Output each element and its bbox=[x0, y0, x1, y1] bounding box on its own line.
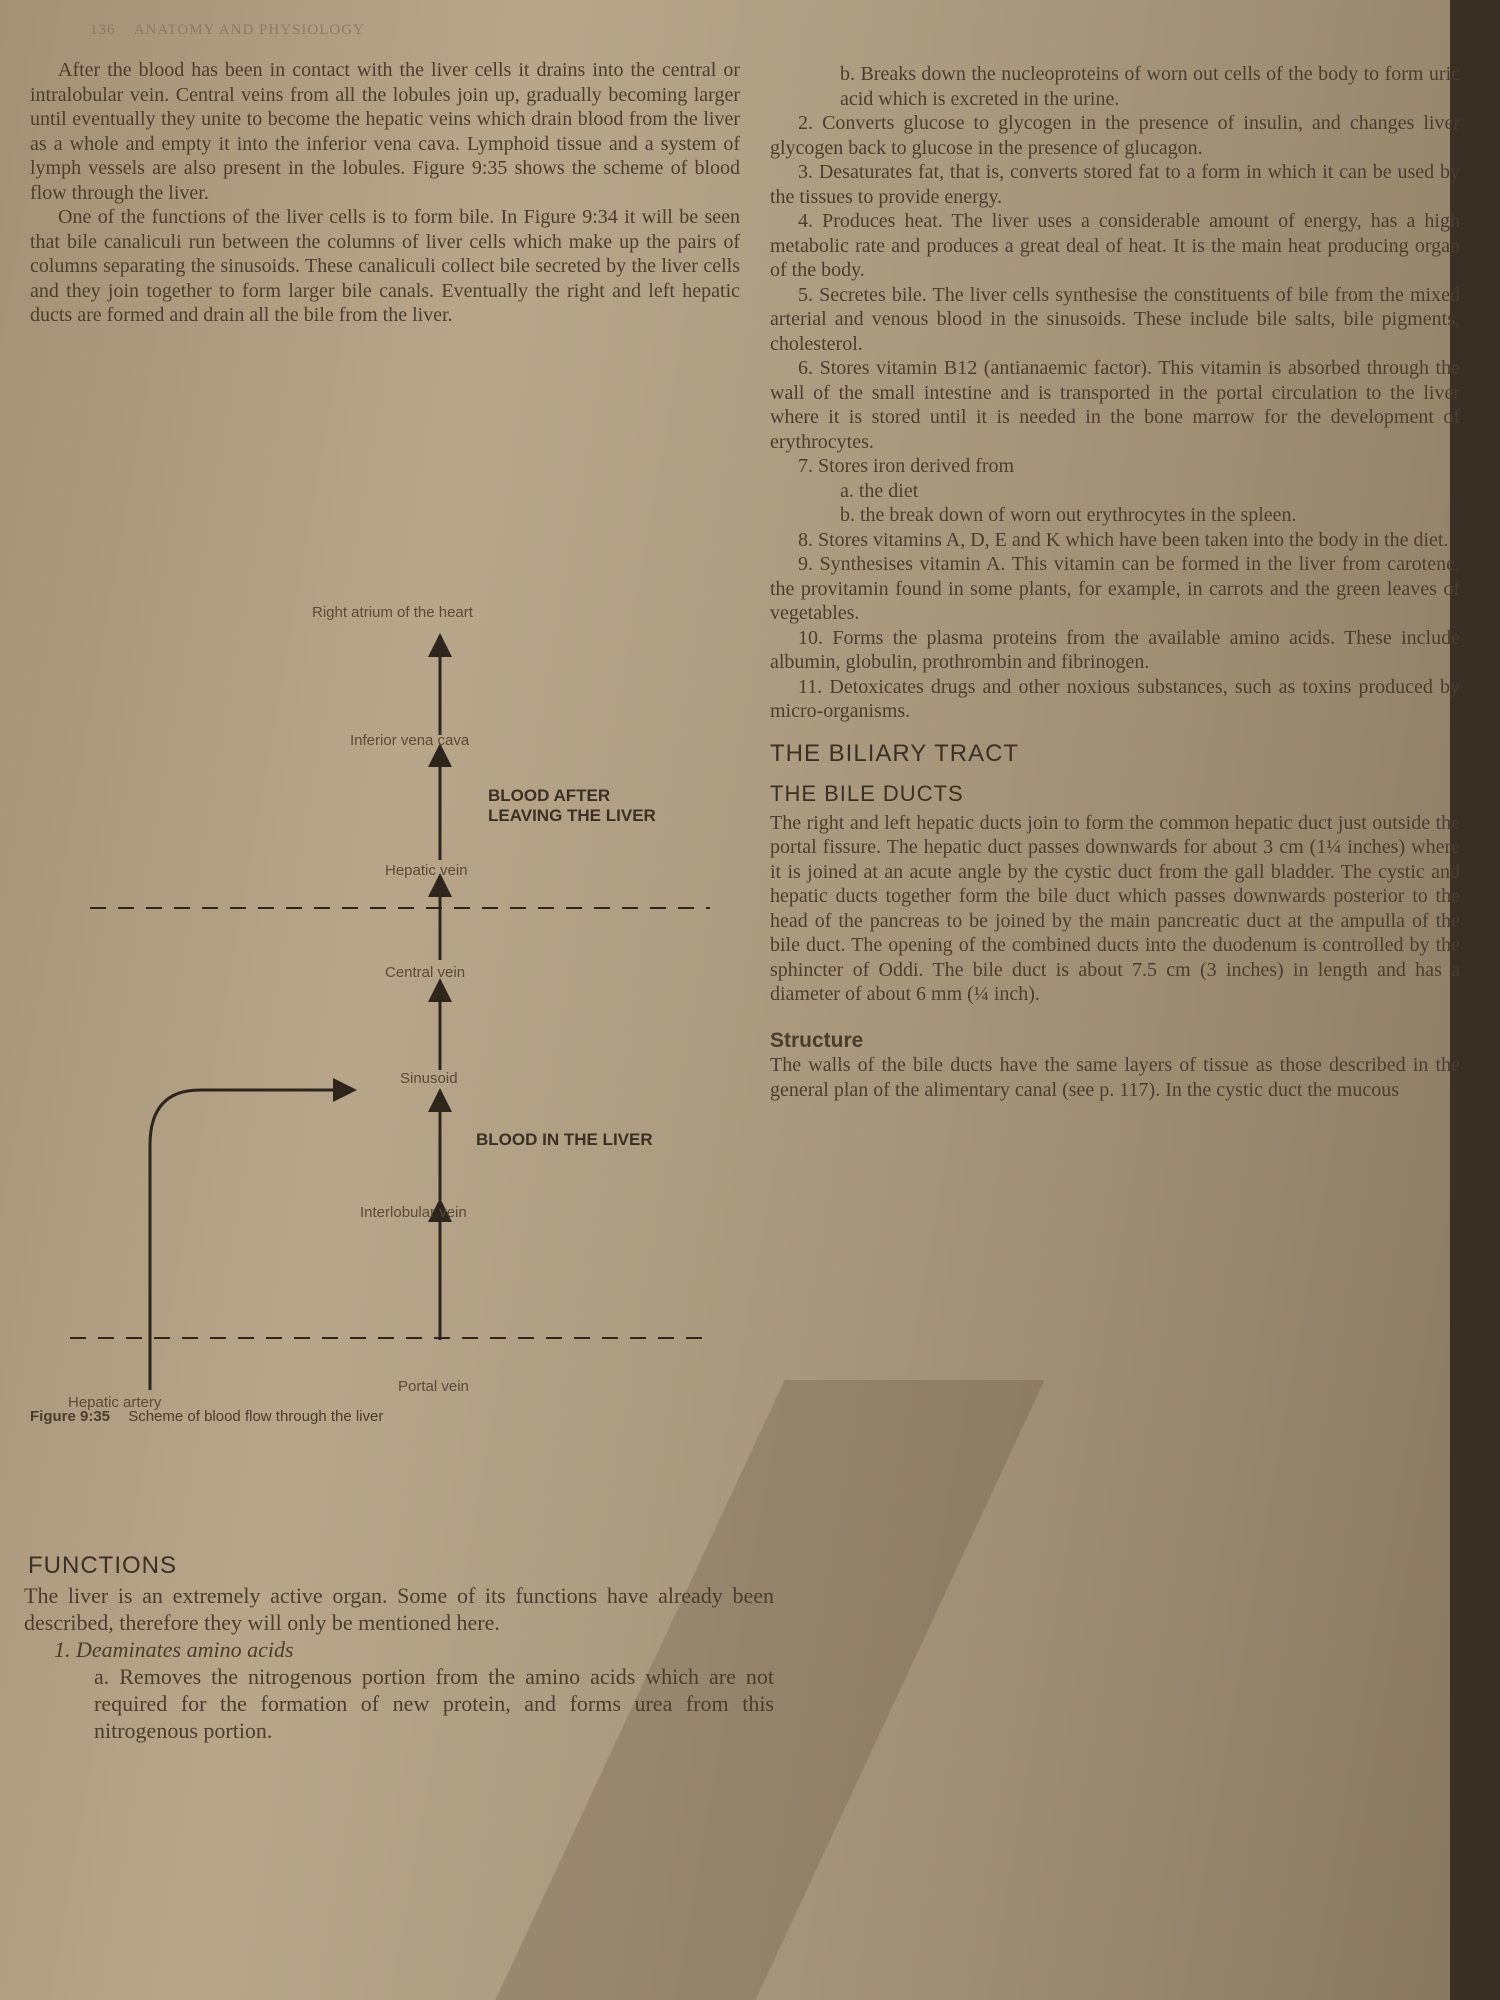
running-header bbox=[90, 22, 365, 39]
caption-number: Figure 9:35 bbox=[30, 1408, 111, 1425]
structure-title: Structure bbox=[770, 1028, 864, 1052]
figure-caption bbox=[30, 1408, 383, 1425]
heading-blood-in-liver: BLOOD IN THE LIVER bbox=[476, 1130, 653, 1149]
arrow-hepatic-artery bbox=[150, 1090, 345, 1390]
function-item-1: 1. Deaminates amino acids bbox=[54, 1637, 294, 1662]
function-item-10: 10. Forms the plasma proteins from the available amino acids. These include albumin, globulin, prothrombin and fibrinogen. bbox=[770, 626, 1460, 673]
intro-paragraph-1: After the blood has been in contact with the liver cells it drains into the central or intralobular vein. Central veins from all the lobules join up, gradually becoming larger until eventually they unite to become the hepatic veins which drain blood from the liver as a whole and empty it into the inferior vena cava. Lymphoid tissue and a system of lymph vessels are also present in the lobules. Figure 9:35 shows the scheme of blood flow through the liver. bbox=[30, 59, 740, 204]
functions-title: FUNCTIONS bbox=[28, 1552, 177, 1579]
label-hepatic-vein: Hepatic vein bbox=[385, 862, 468, 879]
intro-paragraph-2: One of the functions of the liver cells is to form bile. In Figure 9:34 it will be seen that bile canaliculi run between the columns of liver cells which make up the pairs of columns separating the sinusoids. These canaliculi collect bile secreted by the liver cells and they join together to form larger bile canals. Eventually the right and left hepatic ducts are formed and drain all the bile from the liver. bbox=[30, 206, 740, 326]
functions-body bbox=[24, 1582, 774, 1744]
function-item-1a: a. Removes the nitrogenous portion from the amino acids which are not required for the formation of new protein, and forms urea from this nitrogenous portion. bbox=[94, 1664, 774, 1743]
bile-ducts-subtitle: THE BILE DUCTS bbox=[770, 781, 964, 806]
label-sinusoid: Sinusoid bbox=[400, 1070, 458, 1087]
function-item-9: 9. Synthesises vitamin A. This vitamin can be formed in the liver from carotene, the provitamin found in some plants, for example, in carrots and the green leaves of vegetables. bbox=[770, 553, 1460, 624]
bile-ducts-text: The right and left hepatic ducts join to form the common hepatic duct just outside the portal fissure. The hepatic duct passes downwards for about 3 cm (1¼ inches) where it is joined at an acute angle by the cystic duct from the gall bladder. The cystic and hepatic ducts together form the bile duct which passes downwards posterior to the head of the pancreas to be joined by the main pancreatic duct at the ampulla of the bile duct. The opening of the combined ducts into the duodenum is controlled by the sphincter of Oddi. The bile duct is about 7.5 cm (3 inches) in length and has a diameter of about 6 mm (¼ inch). bbox=[770, 811, 1460, 1005]
function-item-11: 11. Detoxicates drugs and other noxious substances, such as toxins produced by micro-organisms. bbox=[770, 675, 1460, 722]
label-interlobular-vein: Interlobular vein bbox=[360, 1204, 467, 1221]
structure-text: The walls of the bile ducts have the same layers of tissue as those described in the general plan of the alimentary canal (see p. 117). In the cystic duct the mucous bbox=[770, 1054, 1460, 1101]
biliary-tract-title: THE BILIARY TRACT bbox=[770, 739, 1020, 767]
right-column bbox=[770, 62, 1460, 1102]
blood-flow-diagram bbox=[0, 600, 760, 1400]
functions-intro: The liver is an extremely active organ. Some of its functions have already been described, therefore they will only be mentioned here. bbox=[24, 1583, 774, 1635]
page-number: 136 bbox=[90, 22, 116, 38]
function-item-7b: b. the break down of worn out erythrocytes in the spleen. bbox=[840, 504, 1297, 526]
function-item-4: 4. Produces heat. The liver uses a considerable amount of energy, has a high metabolic rate and produces a great deal of heat. It is the main heat producing organ of the body. bbox=[770, 210, 1460, 281]
function-item-8: 8. Stores vitamins A, D, E and K which have been taken into the body in the diet. bbox=[798, 528, 1449, 551]
heading-blood-after: BLOOD AFTER LEAVING THE LIVER bbox=[488, 786, 656, 825]
running-title: ANATOMY AND PHYSIOLOGY bbox=[133, 22, 365, 38]
function-item-2: 2. Converts glucose to glycogen in the presence of insulin, and changes liver glycogen back to glucose in the presence of glucagon. bbox=[770, 112, 1460, 159]
function-item-7a: a. the diet bbox=[840, 479, 919, 502]
function-item-5: 5. Secretes bile. The liver cells synthesise the constituents of bile from the mixed arterial and venous blood in the sinusoids. These include bile salts, bile pigments, cholesterol. bbox=[770, 283, 1460, 355]
function-item-3: 3. Desaturates fat, that is, converts stored fat to a form in which it can be used by the tissues to provide energy. bbox=[770, 161, 1460, 208]
label-right-atrium: Right atrium of the heart bbox=[312, 604, 473, 621]
function-item-7: 7. Stores iron derived from bbox=[798, 455, 1015, 477]
label-inferior-vena-cava: Inferior vena cava bbox=[350, 732, 470, 749]
caption-text: Scheme of blood flow through the liver bbox=[128, 1408, 384, 1425]
label-portal-vein: Portal vein bbox=[398, 1378, 469, 1395]
left-intro bbox=[30, 58, 740, 328]
function-item-1b: b. Breaks down the nucleoproteins of worn out cells of the body to form uric acid which is excreted in the urine. bbox=[840, 63, 1460, 110]
label-hepatic-artery: Hepatic artery bbox=[68, 1394, 162, 1411]
label-central-vein: Central vein bbox=[385, 964, 466, 981]
function-item-6: 6. Stores vitamin B12 (antianaemic factor). This vitamin is absorbed through the wall of the small intestine and is transported in the portal circulation to the liver where it is stored until it is needed in the bone marrow for the development of erythrocytes. bbox=[770, 357, 1460, 453]
